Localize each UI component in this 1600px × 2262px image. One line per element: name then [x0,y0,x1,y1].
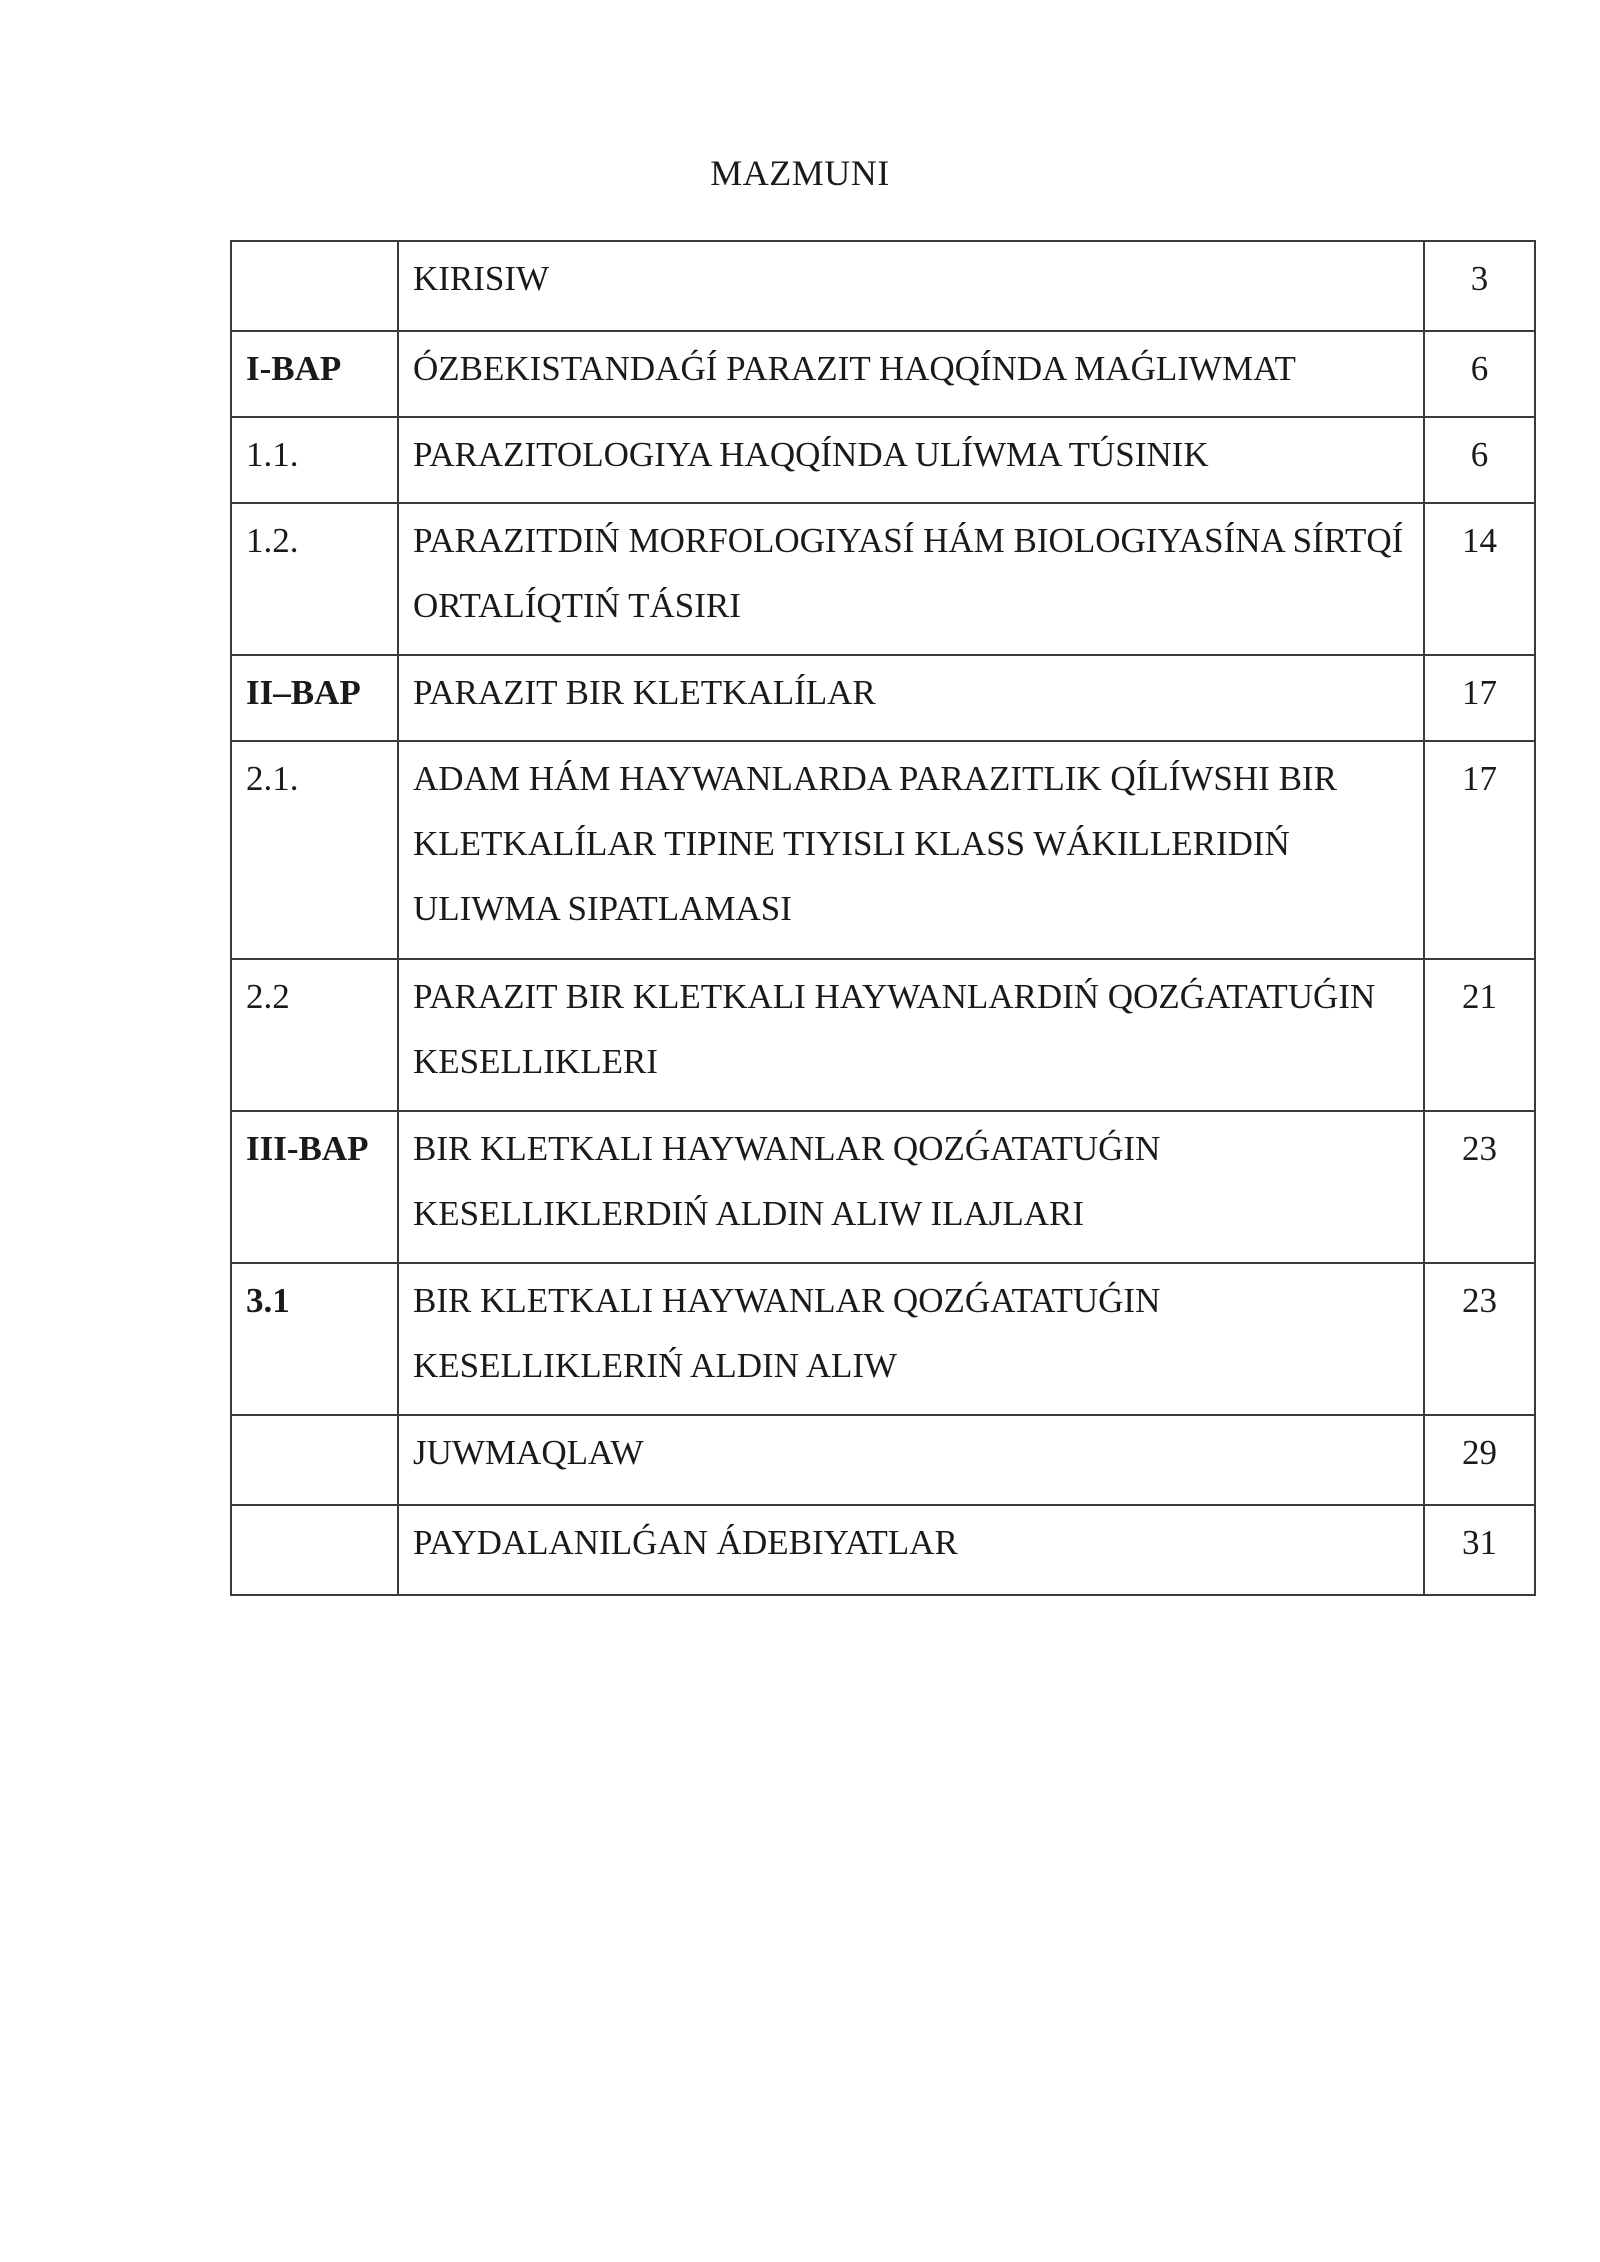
toc-section-number: III-BAP [231,1111,398,1263]
toc-section-number [231,1415,398,1505]
toc-row [231,417,1535,503]
page-title: MAZMUNI [710,153,890,193]
toc-page-number: 6 [1424,331,1535,417]
toc-section-number: I-BAP [231,331,398,417]
toc-page-number: 21 [1424,959,1535,1111]
toc-page-number: 3 [1424,241,1535,331]
toc-page-number: 23 [1424,1111,1535,1263]
toc-row [231,1505,1535,1595]
toc-section-number: 2.2 [231,959,398,1111]
toc-section-number: 2.1. [231,741,398,959]
toc-page-number: 6 [1424,417,1535,503]
toc-row [231,655,1535,741]
toc-page-number: 29 [1424,1415,1535,1505]
toc-row [231,241,1535,331]
toc-section-number: 1.2. [231,503,398,655]
toc-page-number: 31 [1424,1505,1535,1595]
toc-section-title: ADAM HÁM HAYWANLARDA PARAZITLIK QÍLÍWSHI BIR KLETKALÍLAR TIPINE TIYISLI KLASS WÁKILLERIDIŃ ULIWMA SIPATLAMASI [398,741,1424,959]
toc-row [231,1415,1535,1505]
toc-row [231,959,1535,1111]
toc-section-title: BIR KLETKALI HAYWANLAR QOZǴATATUǴIN KESELLIKLERIŃ ALDIN ALIW [398,1263,1424,1415]
toc-page-number: 23 [1424,1263,1535,1415]
toc-section-title: PAYDALANILǴAN ÁDEBIYATLAR [398,1505,1424,1595]
toc-section-number: II–BAP [231,655,398,741]
toc-row [231,331,1535,417]
toc-section-title: PARAZIT BIR KLETKALÍLAR [398,655,1424,741]
toc-section-title: JUWMAQLAW [398,1415,1424,1505]
toc-row [231,1263,1535,1415]
toc-row [231,503,1535,655]
toc-page-number: 17 [1424,655,1535,741]
table-of-contents [230,240,1536,1596]
toc-section-number: 1.1. [231,417,398,503]
toc-row [231,741,1535,959]
toc-page-number: 17 [1424,741,1535,959]
toc-section-title: PARAZIT BIR KLETKALI HAYWANLARDIŃ QOZǴATATUǴIN KESELLIKLERI [398,959,1424,1111]
toc-row [231,1111,1535,1263]
toc-section-title: KIRISIW [398,241,1424,331]
toc-section-title: ÓZBEKISTANDAǴÍ PARAZIT HAQQÍNDA MAǴLIWMAT [398,331,1424,417]
toc-section-number [231,241,398,331]
toc-section-title: PARAZITDIŃ MORFOLOGIYASÍ HÁM BIOLOGIYASÍNA SÍRTQÍ ORTALÍQTIŃ TÁSIRI [398,503,1424,655]
toc-section-number: 3.1 [231,1263,398,1415]
toc-page-number: 14 [1424,503,1535,655]
toc-section-title: BIR KLETKALI HAYWANLAR QOZǴATATUǴIN KESELLIKLERDIŃ ALDIN ALIW ILAJLARI [398,1111,1424,1263]
toc-section-number [231,1505,398,1595]
toc-section-title: PARAZITOLOGIYA HAQQÍNDA ULÍWMA TÚSINIK [398,417,1424,503]
